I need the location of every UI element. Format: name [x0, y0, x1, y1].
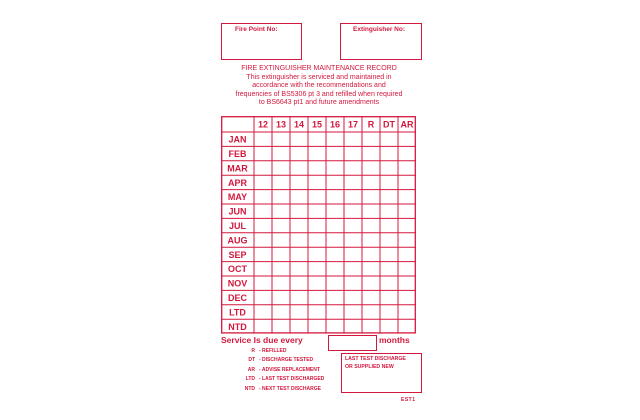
- grid-cell[interactable]: [255, 176, 272, 189]
- grid-cell[interactable]: [345, 205, 362, 218]
- grid-cell[interactable]: [309, 147, 326, 160]
- grid-cell[interactable]: [363, 161, 380, 174]
- grid-cell[interactable]: [345, 277, 362, 290]
- grid-cell[interactable]: [327, 277, 344, 290]
- grid-cell[interactable]: [273, 291, 290, 304]
- maintenance-card: [211, 13, 427, 408]
- grid-cell[interactable]: [363, 219, 380, 232]
- grid-cell[interactable]: [273, 176, 290, 189]
- grid-column-header: 12: [257, 119, 269, 130]
- grid-cell[interactable]: [291, 147, 308, 160]
- grid-cell[interactable]: [309, 305, 326, 318]
- grid-column-header: R: [367, 119, 375, 130]
- grid-cell[interactable]: [273, 190, 290, 203]
- grid-cell[interactable]: [255, 277, 272, 290]
- extinguisher-number-label: Extinguisher No:: [353, 26, 406, 33]
- grid-column-header: 16: [329, 119, 341, 130]
- grid-cell[interactable]: [381, 291, 398, 304]
- grid-cell[interactable]: [327, 219, 344, 232]
- legend-code: R: [251, 348, 255, 354]
- grid-cell[interactable]: [309, 176, 326, 189]
- grid-cell[interactable]: [381, 233, 398, 246]
- record-title: FIRE EXTINGUISHER MAINTENANCE RECORD: [241, 65, 397, 72]
- grid-cell[interactable]: [327, 320, 344, 333]
- legend-code: NTD: [244, 385, 255, 392]
- grid-row-label: JUN: [228, 206, 247, 217]
- service-due-label: Service Is due every: [221, 335, 303, 345]
- legend-description: - DISCHARGE TESTED: [259, 357, 314, 364]
- grid-cell[interactable]: [291, 233, 308, 246]
- grid-cell[interactable]: [327, 262, 344, 275]
- grid-row-label: NTD: [228, 321, 247, 332]
- grid-cell[interactable]: [399, 161, 416, 174]
- legend-code: DT: [248, 357, 255, 364]
- grid-cell[interactable]: [273, 133, 290, 146]
- grid-cell[interactable]: [255, 320, 272, 333]
- grid-column-header: 13: [275, 119, 287, 130]
- grid-cell[interactable]: [363, 176, 380, 189]
- grid-cell[interactable]: [345, 219, 362, 232]
- grid-row-label: MAR: [227, 163, 248, 174]
- grid-cell[interactable]: [273, 320, 290, 333]
- grid-cell[interactable]: [363, 262, 380, 275]
- grid-cell[interactable]: [345, 305, 362, 318]
- grid-cell[interactable]: [399, 233, 416, 246]
- grid-cell[interactable]: [255, 205, 272, 218]
- grid-cell[interactable]: [273, 248, 290, 261]
- grid-cell[interactable]: [327, 176, 344, 189]
- service-months-input[interactable]: [328, 335, 377, 351]
- grid-cell[interactable]: [327, 205, 344, 218]
- grid-cell[interactable]: [399, 262, 416, 275]
- grid-cell[interactable]: [255, 291, 272, 304]
- grid-column-header: 15: [311, 119, 323, 130]
- grid-column-header: AR: [400, 119, 414, 130]
- fire-point-label: Fire Point No:: [235, 26, 278, 33]
- grid-cell[interactable]: [327, 233, 344, 246]
- grid-cell[interactable]: [345, 190, 362, 203]
- grid-cell[interactable]: [381, 176, 398, 189]
- grid-column-header: 14: [293, 119, 305, 130]
- grid-cell[interactable]: [273, 205, 290, 218]
- grid-cell[interactable]: [291, 161, 308, 174]
- grid-cell[interactable]: [381, 147, 398, 160]
- grid-cell[interactable]: [255, 147, 272, 160]
- maintenance-grid: [221, 116, 417, 334]
- grid-cell[interactable]: [255, 161, 272, 174]
- legend-description: - LAST TEST DISCHARGED: [259, 376, 325, 383]
- last-test-discharge-box[interactable]: [341, 353, 422, 393]
- grid-cell[interactable]: [399, 305, 416, 318]
- grid-cell[interactable]: [273, 147, 290, 160]
- grid-cell[interactable]: [399, 291, 416, 304]
- grid-cell[interactable]: [399, 277, 416, 290]
- grid-cell[interactable]: [363, 291, 380, 304]
- grid-cell[interactable]: [309, 277, 326, 290]
- grid-cell[interactable]: [291, 320, 308, 333]
- grid-cell[interactable]: [291, 176, 308, 189]
- grid-row-label: APR: [227, 177, 248, 188]
- grid-cell[interactable]: [327, 291, 344, 304]
- grid-cell[interactable]: [399, 248, 416, 261]
- grid-cell[interactable]: [381, 320, 398, 333]
- grid-cell[interactable]: [273, 219, 290, 232]
- grid-cell[interactable]: [291, 205, 308, 218]
- grid-cell[interactable]: [291, 133, 308, 146]
- grid-cell[interactable]: [291, 305, 308, 318]
- grid-cell[interactable]: [255, 305, 272, 318]
- legend-code: LTD: [245, 376, 255, 383]
- grid-cell[interactable]: [363, 205, 380, 218]
- grid-row-label: SEP: [228, 249, 247, 260]
- grid-cell[interactable]: [273, 262, 290, 275]
- record-description-line-4: to BS6643 pt1 and future amendments: [258, 99, 380, 107]
- grid-cell[interactable]: [327, 248, 344, 261]
- grid-cell[interactable]: [273, 233, 290, 246]
- grid-cell[interactable]: [399, 147, 416, 160]
- last-test-discharge-line-2: OR SUPPLIED NEW: [345, 364, 394, 370]
- grid-cell[interactable]: [345, 248, 362, 261]
- grid-cell[interactable]: [255, 248, 272, 261]
- grid-cell[interactable]: [381, 262, 398, 275]
- grid-row-label: FEB: [228, 149, 247, 159]
- grid-cell[interactable]: [399, 320, 416, 333]
- last-test-discharge-line-1: LAST TEST DISCHARGE: [345, 356, 406, 362]
- grid-cell[interactable]: [309, 190, 326, 203]
- grid-cell[interactable]: [309, 219, 326, 232]
- legend-description: - ADVISE REPLACEMENT: [259, 366, 320, 373]
- grid-cell[interactable]: [327, 190, 344, 203]
- grid-row-label: LTD: [229, 307, 246, 318]
- grid-cell[interactable]: [381, 219, 398, 232]
- grid-cell[interactable]: [381, 277, 398, 290]
- grid-cell[interactable]: [345, 262, 362, 275]
- grid-cell[interactable]: [363, 190, 380, 203]
- grid-cell[interactable]: [255, 133, 272, 146]
- grid-cell[interactable]: [363, 248, 380, 261]
- grid-cell[interactable]: [309, 320, 326, 333]
- grid-row-label: DEC: [227, 293, 248, 303]
- grid-cell[interactable]: [381, 305, 398, 318]
- legend-description: - NEXT TEST DISCHARGE: [259, 385, 321, 392]
- grid-cell[interactable]: [309, 291, 326, 304]
- grid-cell[interactable]: [327, 147, 344, 160]
- grid-row-label: JAN: [228, 134, 247, 145]
- grid-cell[interactable]: [399, 205, 416, 218]
- grid-cell[interactable]: [345, 161, 362, 174]
- grid-column-header: 17: [347, 119, 359, 130]
- grid-row-label: OCT: [228, 264, 247, 275]
- grid-cell[interactable]: [255, 190, 272, 203]
- grid-cell[interactable]: [309, 233, 326, 246]
- form-reference: EST1: [401, 397, 416, 403]
- grid-cell[interactable]: [309, 133, 326, 146]
- grid-row-label: NOV: [227, 278, 248, 289]
- grid-cell[interactable]: [255, 233, 272, 246]
- grid-cell[interactable]: [345, 291, 362, 304]
- grid-cell[interactable]: [363, 305, 380, 318]
- fire-point-box[interactable]: [221, 23, 302, 60]
- extinguisher-number-box[interactable]: [340, 23, 422, 60]
- grid-cell[interactable]: [381, 133, 398, 146]
- grid-cell[interactable]: [309, 262, 326, 275]
- grid-cell[interactable]: [363, 277, 380, 290]
- grid-cell[interactable]: [399, 219, 416, 232]
- grid-cell[interactable]: [291, 291, 308, 304]
- grid-cell[interactable]: [399, 190, 416, 203]
- service-months-unit: months: [379, 335, 410, 345]
- grid-cell[interactable]: [345, 233, 362, 246]
- grid-cell[interactable]: [399, 133, 416, 146]
- grid-cell[interactable]: [381, 205, 398, 218]
- grid-cell[interactable]: [363, 147, 380, 160]
- grid-cell[interactable]: [345, 133, 362, 146]
- grid-row-label: AUG: [227, 235, 248, 246]
- legend-code: AR: [247, 366, 255, 373]
- grid-cell[interactable]: [327, 161, 344, 174]
- grid-cell[interactable]: [273, 161, 290, 174]
- grid-cell[interactable]: [255, 262, 272, 275]
- grid-cell[interactable]: [291, 190, 308, 203]
- grid-cell[interactable]: [309, 161, 326, 174]
- grid-cell[interactable]: [291, 219, 308, 232]
- grid-cell[interactable]: [291, 262, 308, 275]
- grid-cell[interactable]: [327, 133, 344, 146]
- record-description-line-2: accordance with the recommendations and: [252, 82, 386, 90]
- grid-cell[interactable]: [345, 147, 362, 160]
- grid-cell[interactable]: [363, 133, 380, 146]
- legend-description: - REFILLED: [259, 348, 287, 354]
- grid-row-label: JUL: [228, 221, 247, 231]
- grid-cell[interactable]: [273, 277, 290, 290]
- grid-cell[interactable]: [309, 248, 326, 261]
- grid-row-label: MAY: [227, 192, 248, 203]
- grid-cell[interactable]: [345, 320, 362, 333]
- grid-cell[interactable]: [291, 248, 308, 261]
- grid-cell[interactable]: [291, 277, 308, 290]
- grid-cell[interactable]: [309, 205, 326, 218]
- record-description-line-1: This extinguisher is serviced and maintained in: [246, 73, 392, 81]
- grid-cell[interactable]: [399, 176, 416, 189]
- grid-cell[interactable]: [363, 233, 380, 246]
- grid-cell[interactable]: [327, 305, 344, 318]
- grid-cell[interactable]: [381, 248, 398, 261]
- grid-column-header: DT: [383, 119, 395, 130]
- grid-cell[interactable]: [273, 305, 290, 318]
- grid-cell[interactable]: [381, 190, 398, 203]
- record-description-line-3: frequencies of BS5306 pt 3 and refilled when required: [235, 90, 403, 98]
- grid-cell[interactable]: [345, 176, 362, 189]
- service-months-value: [329, 344, 332, 351]
- grid-cell[interactable]: [363, 320, 380, 333]
- grid-cell[interactable]: [381, 161, 398, 174]
- grid-cell[interactable]: [255, 219, 272, 232]
